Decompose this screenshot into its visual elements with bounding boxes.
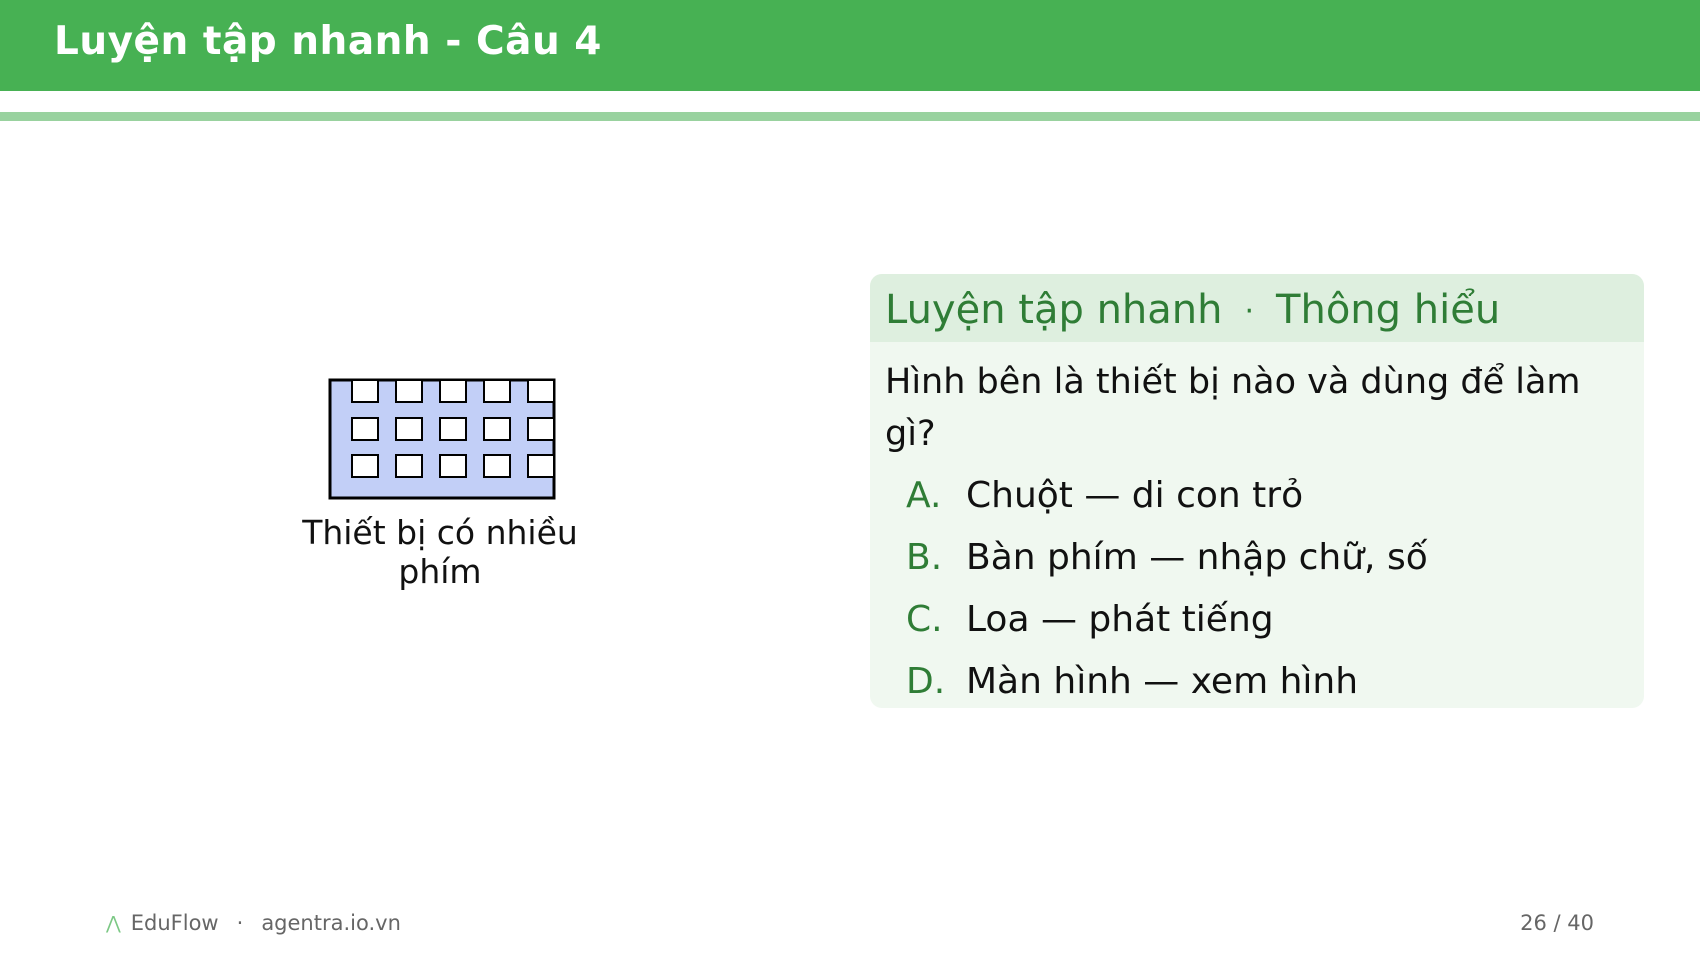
option-text: Bàn phím — nhập chữ, số <box>966 536 1428 578</box>
card-category: Luyện tập nhanh <box>885 287 1223 333</box>
brand-logo-icon: ⋀ <box>106 912 121 934</box>
footer-separator: · <box>236 911 244 935</box>
footer-brand: EduFlow <box>130 911 219 935</box>
option-text: Màn hình — xem hình <box>966 660 1359 702</box>
question-text: Hình bên là thiết bị nào và dùng để làm gì? <box>885 362 1581 454</box>
card-separator: · <box>1244 294 1255 329</box>
footer <box>106 911 401 935</box>
slide-title: Luyện tập nhanh - Câu 4 <box>54 19 602 64</box>
option-c[interactable] <box>906 588 1428 650</box>
option-letter: C. <box>906 598 943 640</box>
answer-options <box>906 464 1428 708</box>
slide-header <box>0 0 1700 91</box>
option-letter: B. <box>906 536 943 578</box>
footer-site[interactable]: agentra.io.vn <box>261 911 401 935</box>
keyboard-icon <box>328 378 558 500</box>
option-text: Chuột — di con trỏ <box>966 474 1304 516</box>
option-b[interactable] <box>906 526 1428 588</box>
question-card <box>870 274 1644 708</box>
option-a[interactable] <box>906 464 1428 526</box>
option-letter: D. <box>906 660 946 702</box>
header-divider <box>0 112 1700 121</box>
option-letter: A. <box>906 474 942 516</box>
card-header <box>870 274 1644 342</box>
device-figure <box>260 378 620 591</box>
figure-caption: Thiết bị có nhiều phím <box>302 513 578 591</box>
card-level: Thông hiểu <box>1276 287 1501 333</box>
page-number: 26 / 40 <box>1520 911 1594 935</box>
option-d[interactable] <box>906 650 1428 708</box>
option-text: Loa — phát tiếng <box>966 598 1274 640</box>
